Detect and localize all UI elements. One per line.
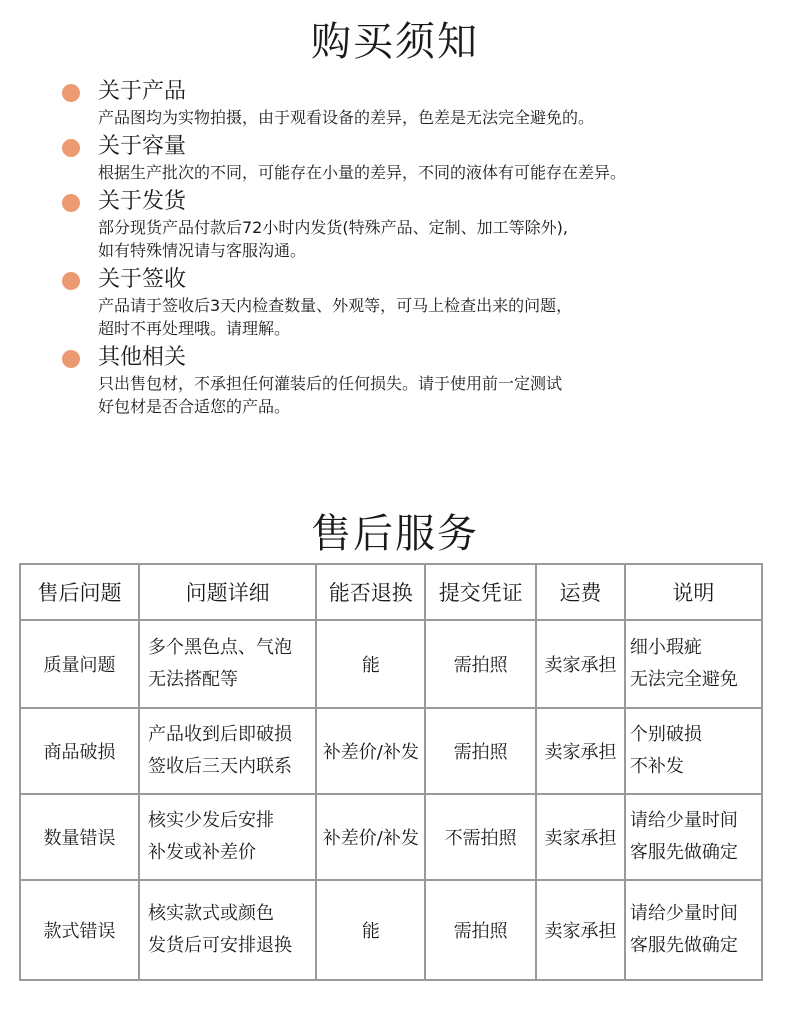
issue-cell: 商品破损 [20,708,139,794]
notice-item-capacity [62,133,772,184]
notice-heading: 其他相关 [98,345,187,370]
proof-cell: 需拍照 [425,620,536,708]
table-row [20,708,762,794]
notice-text: 如有特殊情况请与客服沟通。 [98,241,307,260]
bullet-dot-icon [62,84,80,102]
notice-heading: 关于容量 [98,134,187,159]
notice-heading: 关于产品 [98,79,187,104]
notice-text: 产品请于签收后3天内检查数量、外观等，可马上检查出来的问题， [98,296,573,315]
note-line: 个别破损 [629,724,702,745]
returnable-cell: 能 [316,620,425,708]
service-title: 售后服务 [311,511,479,557]
bullet-dot-icon [62,194,80,212]
header-proof: 提交凭证 [425,564,536,620]
header-detail: 问题详细 [139,564,316,620]
returnable-cell: 能 [316,880,425,980]
bullet-dot-icon [62,272,80,290]
table-row [20,880,762,980]
proof-cell: 不需拍照 [425,794,536,880]
table-header-row [20,564,762,620]
detail-cell [139,794,316,880]
notice-text: 超时不再处理哦。请理解。 [98,319,291,338]
notice-heading: 关于签收 [98,267,187,292]
note-line: 请给少量时间 [629,903,738,924]
notice-heading: 关于发货 [98,189,187,214]
notice-text: 根据生产批次的不同，可能存在小量的差异，不同的液体有可能存在差异。 [98,163,627,182]
detail-cell [139,708,316,794]
note-line: 细小瑕疵 [629,637,702,658]
issue-cell: 数量错误 [20,794,139,880]
detail-line: 补发或补差价 [147,842,256,863]
table-row [20,794,762,880]
notice-item-product [62,78,772,129]
bullet-dot-icon [62,139,80,157]
shipping-cell: 卖家承担 [536,708,625,794]
bullet-dot-icon [62,350,80,368]
header-issue: 售后问题 [20,564,139,620]
issue-cell: 质量问题 [20,620,139,708]
header-note: 说明 [625,564,762,620]
detail-cell [139,880,316,980]
note-cell [625,794,762,880]
shipping-cell: 卖家承担 [536,880,625,980]
detail-line: 产品收到后即破损 [147,724,292,745]
note-line: 无法完全避免 [629,669,738,690]
detail-line: 签收后三天内联系 [147,756,292,777]
note-line: 客服先做确定 [629,842,738,863]
header-shipping: 运费 [536,564,625,620]
notice-text: 只出售包材，不承担任何灌装后的任何损失。请于使用前一定测试 [98,374,563,393]
after-sales-table [19,563,763,981]
note-line: 不补发 [629,756,684,777]
table-row [20,620,762,708]
note-line: 客服先做确定 [629,935,738,956]
notice-text: 产品图均为实物拍摄，由于观看设备的差异，色差是无法完全避免的。 [98,108,595,127]
detail-cell [139,620,316,708]
detail-line: 无法搭配等 [147,669,238,690]
issue-cell: 款式错误 [20,880,139,980]
detail-line: 核实少发后安排 [147,810,274,831]
shipping-cell: 卖家承担 [536,620,625,708]
notice-text: 部分现货产品付款后72小时内发货(特殊产品、定制、加工等除外), [98,218,568,237]
header-returnable: 能否退换 [316,564,425,620]
note-line: 请给少量时间 [629,810,738,831]
note-cell [625,880,762,980]
note-cell [625,620,762,708]
proof-cell: 需拍照 [425,880,536,980]
notice-list [62,78,772,422]
returnable-cell: 补差价/补发 [316,794,425,880]
shipping-cell: 卖家承担 [536,794,625,880]
note-cell [625,708,762,794]
notice-item-receipt [62,266,772,340]
notice-title: 购买须知 [311,19,479,65]
notice-text: 好包材是否合适您的产品。 [98,397,291,416]
notice-item-other [62,344,772,418]
detail-line: 核实款式或颜色 [147,903,274,924]
detail-line: 发货后可安排退换 [147,935,292,956]
proof-cell: 需拍照 [425,708,536,794]
detail-line: 多个黑色点、气泡 [147,637,292,658]
notice-item-shipping [62,188,772,262]
returnable-cell: 补差价/补发 [316,708,425,794]
